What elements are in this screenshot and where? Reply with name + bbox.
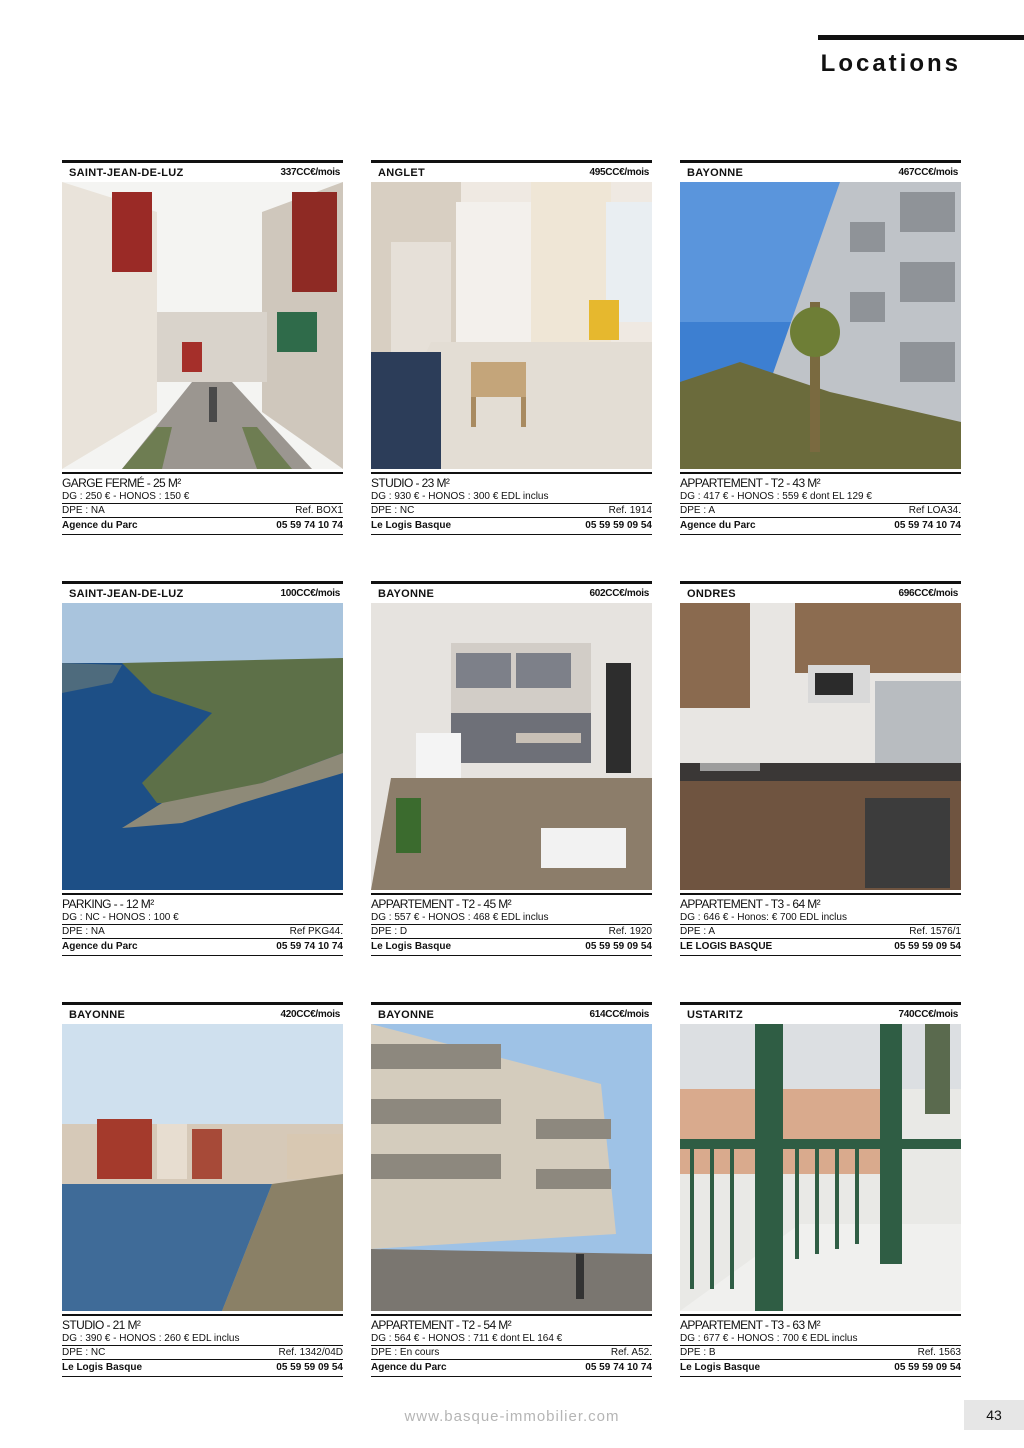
listing-dpe-row: [680, 1345, 961, 1359]
listing-dpe-row: [371, 924, 652, 938]
listing-title: APPARTEMENT - T3 - 63 M²: [680, 1318, 821, 1332]
listing-agency-row: [371, 517, 652, 535]
listing-ref: Ref. 1576/1: [909, 926, 961, 937]
listing-dpe-row: [62, 503, 343, 517]
listing-dpe: DPE : NC: [371, 505, 415, 516]
listing-header: [680, 160, 961, 182]
listing-fees: DG : NC - HONOS : 100 €: [62, 912, 179, 923]
listing-header: [371, 160, 652, 182]
website-link[interactable]: www.basque-immobilier.com: [404, 1408, 620, 1425]
listing-agency: Agence du Parc: [62, 520, 138, 531]
listing-card[interactable]: [680, 160, 961, 535]
listing-fees: DG : 677 € - HONOS : 700 € EDL inclus: [680, 1333, 858, 1344]
listing-phone[interactable]: 05 59 59 09 54: [276, 1362, 343, 1373]
listing-price: 100CC€/mois: [280, 588, 340, 599]
listing-header: [371, 581, 652, 603]
listing-dpe: DPE : NA: [62, 926, 105, 937]
listing-dpe-row: [680, 503, 961, 517]
listing-title: STUDIO - 23 M²: [371, 476, 450, 490]
listing-phone[interactable]: 05 59 74 10 74: [585, 1362, 652, 1373]
listing-price: 337CC€/mois: [280, 167, 340, 178]
listing-price: 614CC€/mois: [589, 1009, 649, 1020]
listing-dpe: DPE : NA: [62, 505, 105, 516]
listing-city: BAYONNE: [687, 166, 744, 179]
coastline-aerial-photo-icon[interactable]: [62, 603, 343, 890]
listing-ref: Ref. 1342/04D: [278, 1347, 343, 1358]
listing-city: ANGLET: [378, 166, 426, 179]
listing-city: BAYONNE: [69, 1008, 126, 1021]
listing-title: PARKING - - 12 M²: [62, 897, 154, 911]
listing-card[interactable]: [62, 160, 343, 535]
listing-agency: Agence du Parc: [680, 520, 756, 531]
listing-info: [680, 1314, 961, 1377]
listing-price: 602CC€/mois: [589, 588, 649, 599]
listing-title: APPARTEMENT - T2 - 43 M²: [680, 476, 821, 490]
listing-agency: LE LOGIS BASQUE: [680, 941, 773, 952]
listing-phone[interactable]: 05 59 59 09 54: [894, 1362, 961, 1373]
listing-dpe-row: [371, 1345, 652, 1359]
listing-ref: Ref. 1563: [917, 1347, 961, 1358]
listing-city: USTARITZ: [687, 1008, 743, 1021]
listing-ref: Ref PKG44.: [289, 926, 343, 937]
listing-dpe: DPE : En cours: [371, 1347, 440, 1358]
listing-dpe-row: [680, 924, 961, 938]
listing-header: [62, 160, 343, 182]
listing-card[interactable]: [680, 581, 961, 956]
studio-interior-photo-icon[interactable]: [371, 182, 652, 469]
living-room-photo-icon[interactable]: [371, 603, 652, 890]
listing-dpe: DPE : B: [680, 1347, 716, 1358]
listing-fees: DG : 557 € - HONOS : 468 € EDL inclus: [371, 912, 549, 923]
listing-title: APPARTEMENT - T2 - 54 M²: [371, 1318, 512, 1332]
listing-phone[interactable]: 05 59 59 09 54: [585, 941, 652, 952]
listing-info: [62, 1314, 343, 1377]
listing-header: [62, 1002, 343, 1024]
listing-title: APPARTEMENT - T2 - 45 M²: [371, 897, 512, 911]
listing-city: BAYONNE: [378, 587, 435, 600]
listing-fees: DG : 930 € - HONOS : 300 € EDL inclus: [371, 491, 549, 502]
listing-fees: DG : 417 € - HONOS : 559 € dont EL 129 €: [680, 491, 872, 502]
listing-title: STUDIO - 21 M²: [62, 1318, 141, 1332]
listing-agency: Le Logis Basque: [62, 1362, 143, 1373]
listing-card[interactable]: [62, 1002, 343, 1377]
listing-agency: Le Logis Basque: [371, 520, 452, 531]
listing-fees: DG : 564 € - HONOS : 711 € dont EL 164 €: [371, 1333, 563, 1344]
listing-agency: Le Logis Basque: [680, 1362, 761, 1373]
listing-agency: Agence du Parc: [371, 1362, 447, 1373]
listing-title: APPARTEMENT - T3 - 64 M²: [680, 897, 821, 911]
kitchen-photo-icon[interactable]: [680, 603, 961, 890]
listing-fees: DG : 390 € - HONOS : 260 € EDL inclus: [62, 1333, 240, 1344]
listing-city: ONDRES: [687, 587, 736, 600]
street-photo-icon[interactable]: [62, 182, 343, 469]
header-rule: [818, 35, 1024, 40]
listing-city: SAINT-JEAN-DE-LUZ: [69, 166, 184, 179]
listing-info: [371, 1314, 652, 1377]
listing-header: [680, 1002, 961, 1024]
listing-dpe: DPE : A: [680, 505, 716, 516]
listing-card[interactable]: [371, 160, 652, 535]
listing-info: [62, 472, 343, 535]
listing-dpe-row: [62, 1345, 343, 1359]
building-balconies-photo-icon[interactable]: [680, 182, 961, 469]
listing-agency-row: [371, 1359, 652, 1377]
listing-card[interactable]: [680, 1002, 961, 1377]
listing-phone[interactable]: 05 59 59 09 54: [585, 520, 652, 531]
listing-agency-row: [62, 517, 343, 535]
balcony-photo-icon[interactable]: [680, 1024, 961, 1311]
listing-ref: Ref. A52.: [610, 1347, 652, 1358]
listing-agency-row: [680, 1359, 961, 1377]
listing-ref: Ref LOA34.: [908, 505, 961, 516]
listing-card[interactable]: [371, 581, 652, 956]
listing-info: [62, 893, 343, 956]
listing-fees: DG : 250 € - HONOS : 150 €: [62, 491, 190, 502]
listing-agency-row: [62, 938, 343, 956]
listing-agency-row: [371, 938, 652, 956]
listing-phone[interactable]: 05 59 74 10 74: [276, 520, 343, 531]
river-town-photo-icon[interactable]: [62, 1024, 343, 1311]
listing-agency-row: [62, 1359, 343, 1377]
section-title: Locations: [820, 50, 961, 77]
listing-header: [371, 1002, 652, 1024]
listing-agency: Le Logis Basque: [371, 941, 452, 952]
listing-info: [371, 472, 652, 535]
listing-ref: Ref. 1914: [608, 505, 652, 516]
listing-info: [371, 893, 652, 956]
listing-info: [680, 472, 961, 535]
listing-fees: DG : 646 € - Honos: € 700 EDL inclus: [680, 912, 847, 923]
listing-header: [680, 581, 961, 603]
listing-dpe: DPE : A: [680, 926, 716, 937]
listing-phone[interactable]: 05 59 74 10 74: [276, 941, 343, 952]
listing-city: SAINT-JEAN-DE-LUZ: [69, 587, 184, 600]
listing-card[interactable]: [62, 581, 343, 956]
listing-ref: Ref. BOX1: [295, 505, 343, 516]
listing-dpe-row: [371, 503, 652, 517]
listing-price: 696CC€/mois: [898, 588, 958, 599]
listing-agency-row: [680, 938, 961, 956]
listing-ref: Ref. 1920: [608, 926, 652, 937]
listing-phone[interactable]: 05 59 59 09 54: [894, 941, 961, 952]
listing-price: 467CC€/mois: [898, 167, 958, 178]
listing-header: [62, 581, 343, 603]
listing-info: [680, 893, 961, 956]
listing-price: 495CC€/mois: [589, 167, 649, 178]
listing-dpe: DPE : D: [371, 926, 408, 937]
listing-city: BAYONNE: [378, 1008, 435, 1021]
listing-price: 420CC€/mois: [280, 1009, 340, 1020]
listing-card[interactable]: [371, 1002, 652, 1377]
listing-title: GARGE FERMÉ - 25 M²: [62, 476, 181, 490]
listing-dpe-row: [62, 924, 343, 938]
apartment-building-photo-icon[interactable]: [371, 1024, 652, 1311]
listing-agency: Agence du Parc: [62, 941, 138, 952]
listing-agency-row: [680, 517, 961, 535]
listing-dpe: DPE : NC: [62, 1347, 106, 1358]
listing-phone[interactable]: 05 59 74 10 74: [894, 520, 961, 531]
listing-price: 740CC€/mois: [898, 1009, 958, 1020]
page-number: 43: [964, 1400, 1024, 1430]
